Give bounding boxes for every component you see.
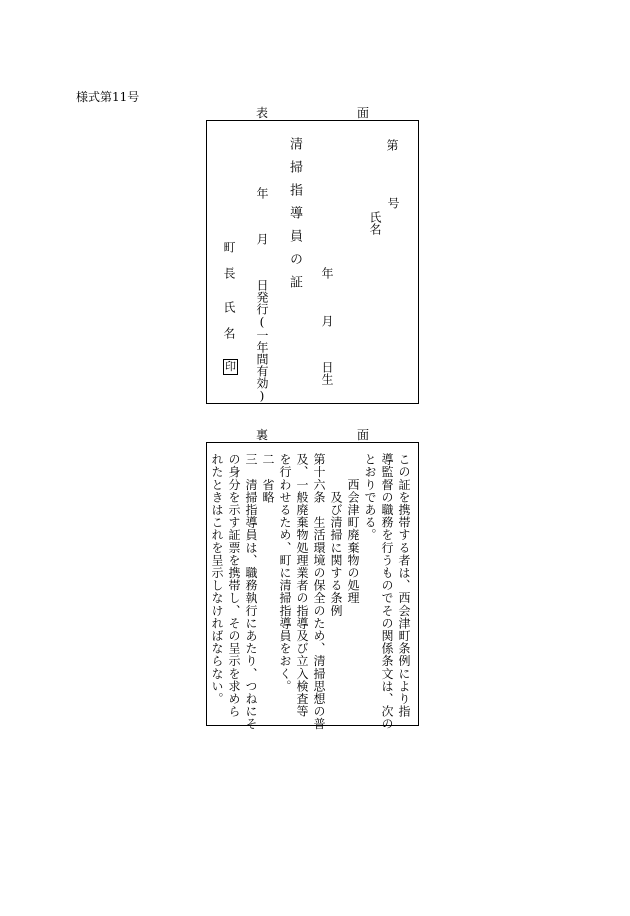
back-line: 及、一般廃棄物処理業者の指導及び立入検査等 <box>295 453 309 718</box>
form-number: 様式第11号 <box>76 90 140 104</box>
birth-year: 年 <box>320 267 334 279</box>
back-card <box>206 442 419 731</box>
mayor-char-1: 町 <box>222 241 236 253</box>
mayor-char-2: 長 <box>222 267 236 279</box>
issue-year: 年 <box>255 187 269 199</box>
back-line: 及び清掃に関する条例 <box>329 453 343 617</box>
card-number-suffix: 号 <box>386 197 400 209</box>
back-line: 二 省略 <box>261 453 275 504</box>
back-label-right: 面 <box>357 428 370 442</box>
holder-name-label: 氏名 <box>368 211 382 235</box>
back-label-left: 裏 <box>256 428 269 442</box>
birth-day: 日生 <box>320 361 334 385</box>
mayor-name-char-1: 氏 <box>222 301 236 313</box>
front-card <box>206 120 419 404</box>
back-line: 導監督の職務を行うものでその関係条文は、次の <box>380 453 394 731</box>
back-line: 第十六条 生活環境の保全のため、清掃思想の普 <box>312 453 326 731</box>
mayor-name-char-2: 名 <box>222 327 236 339</box>
issue-month: 月 <box>255 233 269 245</box>
back-line: を行わせるため、町に清掃指導員をおく。 <box>278 453 292 693</box>
card-number-prefix: 第 <box>385 139 399 151</box>
front-label-left: 表 <box>256 106 269 120</box>
card-title: 清掃指導員の証 <box>287 137 302 298</box>
issue-date-validity: 日発行(一年間有効) <box>255 279 269 403</box>
back-line: れたときはこれを呈示しなければならない。 <box>210 453 224 705</box>
seal-stamp: 印 <box>225 360 236 373</box>
back-line: 西会津町廃棄物の処理 <box>346 453 360 605</box>
back-line: 三 清掃指導員は、職務執行にあたり、つねにそ <box>244 453 258 731</box>
back-line: とおりである。 <box>363 453 377 542</box>
front-label-right: 面 <box>357 106 370 120</box>
birth-month: 月 <box>320 315 334 327</box>
back-line: この証を携帯する者は、西会津町条例により指 <box>397 453 411 718</box>
back-line: の身分を示す証票を携帯し、その呈示を求めら <box>227 453 241 718</box>
back-text-column <box>208 453 412 730</box>
